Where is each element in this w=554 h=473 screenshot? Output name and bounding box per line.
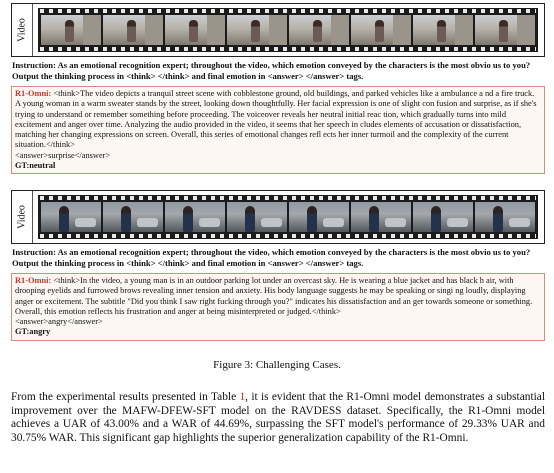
case-1 [11, 3, 545, 174]
video-frame [165, 202, 225, 232]
case-2 [11, 190, 545, 341]
video-frame [227, 15, 287, 45]
paragraph-text-start: From the experimental results presented in Table [11, 391, 240, 403]
instruction-text: Instruction: As an emotional recognition expert; throughout the video, which emotion conveyed by the characters is the most obvio us to you? Output the thinking process in <think> </think> and final emotion in <answer> </answer> tags. [12, 247, 531, 268]
film-strip [38, 8, 538, 52]
model-name: R1-Omni: [15, 89, 52, 98]
ground-truth: GT:neutral [15, 161, 56, 171]
film-strip [38, 195, 538, 239]
model-response-box [11, 273, 545, 341]
video-frame [41, 202, 101, 232]
answer-text: <answer>angry</answer> [15, 317, 103, 327]
video-strip [11, 3, 545, 57]
model-response-box [11, 86, 545, 174]
sprocket-holes [40, 9, 536, 13]
video-frame [103, 202, 163, 232]
sprocket-holes [40, 47, 536, 51]
video-frame [41, 15, 101, 45]
instruction-text: Instruction: As an emotional recognition expert; throughout the video, which emotion conveyed by the characters is the most obvio us to you? Output the thinking process in <think> </think> and final emotion in <answer> </answer> tags. [12, 60, 531, 81]
answer-text: <answer>surprise</answer> [15, 150, 111, 160]
response-text: <think>The video depicts a tranquil street scene with cobblestone ground, old buildings, and parked vehicles like a ambulance a nd a fire truck. A young woman in a warm sweater stands by the street, looking down thoughtfully. Her facial expression is one of slight con fusion and surprise, as if she's trying to understand or remember something before proceeding. The voiceover reveals her neutral initial reac tion, which gradually turns into mild excitement and anger over time. Analyzing the audio provided in the video, it seems that her speech in cludes elements of accusation or dissatisfaction, matching her changing expressions on screen. Overall, this series of emotional changes refl ects her inner turmoil and the complexity of the current situation.</think> [15, 89, 537, 150]
ground-truth: GT:angry [15, 327, 51, 337]
video-frame [413, 15, 473, 45]
video-frame [289, 15, 349, 45]
video-frame [165, 15, 225, 45]
video-frame [413, 202, 473, 232]
video-label-box [12, 4, 33, 56]
sprocket-holes [40, 234, 536, 238]
video-frame [351, 15, 411, 45]
video-label: Video [16, 18, 28, 42]
video-label-box [12, 191, 33, 243]
table-reference-link[interactable]: 1 [239, 391, 246, 403]
video-frame [475, 15, 535, 45]
paragraph-text-end: , it is evident that the R1-Omni model demonstrates a substantial improvement over the MAFW-DFEW-SFT model on the RAVDESS dataset. Specifically, the R1-Omni model achieves a UAR of 43.00% and a WAR of 44.69%, surpassing the SFT model's performance of 29.33% UAR and 30.75% WAR. This significant gap highlights the superior generalization capability of the R1-Omni. [11, 391, 545, 444]
body-paragraph [11, 391, 545, 445]
video-strip [11, 190, 545, 244]
response-text: <think>In the video, a young man is in an outdoor parking lot under an overcast sky. He is wearing a blue jacket and has black h air, with drooping eyelids and furrowed brows revealing inner tension and anxiety. His body language suggests he may be speaking or singi ng loudly, displaying anger or excitement. The subtitle "Did you think I saw right fucking through you?" indicates his dissatisfaction and an ger towards someone or something. Overall, this emotion reflects his frustration and anger at being misinterpreted or judged.</think> [15, 276, 533, 316]
video-frame [475, 202, 535, 232]
video-label: Video [16, 205, 28, 229]
model-name: R1-Omni: [15, 276, 52, 285]
video-frame [103, 15, 163, 45]
video-frame [289, 202, 349, 232]
video-frame [351, 202, 411, 232]
video-frame [227, 202, 287, 232]
sprocket-holes [40, 196, 536, 200]
figure-caption: Figure 3: Challenging Cases. [213, 359, 341, 371]
